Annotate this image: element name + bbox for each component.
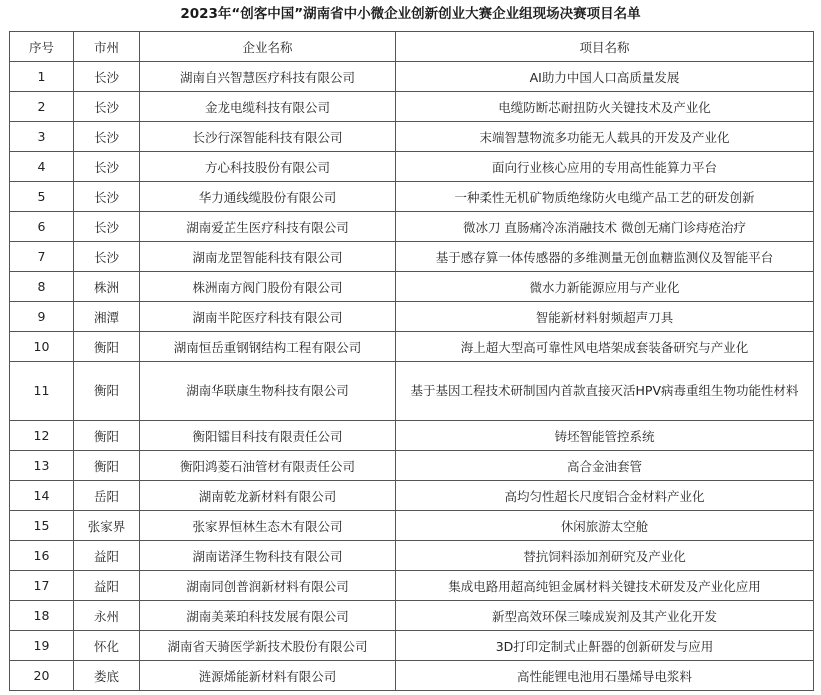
cell-index: 4 bbox=[10, 152, 74, 182]
cell-project: 基于感存算一体传感器的多维测量无创血糖监测仪及智能平台 bbox=[396, 242, 814, 272]
cell-city: 衡阳 bbox=[74, 332, 140, 362]
cell-city: 衡阳 bbox=[74, 421, 140, 451]
cell-project: 高合金油套管 bbox=[396, 451, 814, 481]
header-company: 企业名称 bbox=[140, 32, 396, 62]
table-row bbox=[10, 661, 814, 691]
cell-index: 14 bbox=[10, 481, 74, 511]
cell-project: 休闲旅游太空舱 bbox=[396, 511, 814, 541]
table-row bbox=[10, 421, 814, 451]
cell-company: 湖南同创普润新材料有限公司 bbox=[140, 571, 396, 601]
cell-city: 长沙 bbox=[74, 242, 140, 272]
cell-company: 湖南诺泽生物科技有限公司 bbox=[140, 541, 396, 571]
table-row bbox=[10, 152, 814, 182]
table-row bbox=[10, 362, 814, 421]
cell-project: 新型高效环保三嗪成炭剂及其产业化开发 bbox=[396, 601, 814, 631]
cell-city: 岳阳 bbox=[74, 481, 140, 511]
cell-index: 1 bbox=[10, 62, 74, 92]
cell-city: 株洲 bbox=[74, 272, 140, 302]
cell-index: 17 bbox=[10, 571, 74, 601]
cell-city: 张家界 bbox=[74, 511, 140, 541]
cell-project: 智能新材料射频超声刀具 bbox=[396, 302, 814, 332]
cell-project: 基于基因工程技术研制国内首款直接灭活HPV病毒重组生物功能性材料 bbox=[396, 362, 814, 421]
cell-city: 永州 bbox=[74, 601, 140, 631]
cell-city: 长沙 bbox=[74, 92, 140, 122]
cell-index: 18 bbox=[10, 601, 74, 631]
cell-city: 长沙 bbox=[74, 152, 140, 182]
cell-company: 湖南半陀医疗科技有限公司 bbox=[140, 302, 396, 332]
cell-project: 高性能锂电池用石墨烯导电浆料 bbox=[396, 661, 814, 691]
cell-index: 3 bbox=[10, 122, 74, 152]
cell-company: 方心科技股份有限公司 bbox=[140, 152, 396, 182]
cell-company: 涟源烯能新材料有限公司 bbox=[140, 661, 396, 691]
cell-project: 微冰刀 直肠痛冷冻消融技术 微创无痛门诊痔疮治疗 bbox=[396, 212, 814, 242]
cell-company: 湖南美莱珀科技发展有限公司 bbox=[140, 601, 396, 631]
cell-company: 湖南自兴智慧医疗科技有限公司 bbox=[140, 62, 396, 92]
project-table bbox=[9, 31, 814, 691]
cell-index: 7 bbox=[10, 242, 74, 272]
cell-index: 9 bbox=[10, 302, 74, 332]
header-city: 市州 bbox=[74, 32, 140, 62]
table-row bbox=[10, 272, 814, 302]
table-row bbox=[10, 332, 814, 362]
cell-project: 末端智慧物流多功能无人载具的开发及产业化 bbox=[396, 122, 814, 152]
cell-city: 长沙 bbox=[74, 182, 140, 212]
table-row bbox=[10, 601, 814, 631]
cell-project: AI助力中国人口高质量发展 bbox=[396, 62, 814, 92]
table-row bbox=[10, 122, 814, 152]
cell-company: 湖南龙罡智能科技有限公司 bbox=[140, 242, 396, 272]
cell-company: 华力通线缆股份有限公司 bbox=[140, 182, 396, 212]
table-row bbox=[10, 481, 814, 511]
cell-index: 11 bbox=[10, 362, 74, 421]
table-row bbox=[10, 182, 814, 212]
cell-city: 湘潭 bbox=[74, 302, 140, 332]
cell-city: 娄底 bbox=[74, 661, 140, 691]
table-row bbox=[10, 541, 814, 571]
cell-project: 替抗饲料添加剂研究及产业化 bbox=[396, 541, 814, 571]
header-project: 项目名称 bbox=[396, 32, 814, 62]
cell-city: 衡阳 bbox=[74, 362, 140, 421]
cell-index: 8 bbox=[10, 272, 74, 302]
cell-index: 19 bbox=[10, 631, 74, 661]
cell-index: 13 bbox=[10, 451, 74, 481]
cell-company: 湖南华联康生物科技有限公司 bbox=[140, 362, 396, 421]
cell-company: 长沙行深智能科技有限公司 bbox=[140, 122, 396, 152]
cell-city: 长沙 bbox=[74, 122, 140, 152]
cell-project: 高均匀性超长尺度铝合金材料产业化 bbox=[396, 481, 814, 511]
table-row bbox=[10, 212, 814, 242]
cell-city: 长沙 bbox=[74, 62, 140, 92]
cell-project: 铸坯智能管控系统 bbox=[396, 421, 814, 451]
cell-index: 5 bbox=[10, 182, 74, 212]
cell-project: 3D打印定制式止鼾器的创新研发与应用 bbox=[396, 631, 814, 661]
cell-company: 株洲南方阀门股份有限公司 bbox=[140, 272, 396, 302]
table-row bbox=[10, 302, 814, 332]
table-row bbox=[10, 451, 814, 481]
cell-project: 一种柔性无机矿物质绝缘防火电缆产品工艺的研发创新 bbox=[396, 182, 814, 212]
cell-company: 湖南省天骑医学新技术股份有限公司 bbox=[140, 631, 396, 661]
cell-company: 湖南恒岳重钢钢结构工程有限公司 bbox=[140, 332, 396, 362]
table-body bbox=[10, 62, 814, 691]
header-index: 序号 bbox=[10, 32, 74, 62]
table-row bbox=[10, 571, 814, 601]
cell-index: 2 bbox=[10, 92, 74, 122]
table-row bbox=[10, 242, 814, 272]
cell-city: 长沙 bbox=[74, 212, 140, 242]
table-row bbox=[10, 92, 814, 122]
cell-company: 湖南乾龙新材料有限公司 bbox=[140, 481, 396, 511]
cell-city: 益阳 bbox=[74, 541, 140, 571]
cell-project: 海上超大型高可靠性风电塔架成套装备研究与产业化 bbox=[396, 332, 814, 362]
table-row bbox=[10, 511, 814, 541]
table-row bbox=[10, 631, 814, 661]
cell-company: 衡阳镭目科技有限责任公司 bbox=[140, 421, 396, 451]
table-row bbox=[10, 62, 814, 92]
page-title: 2023年“创客中国”湖南省中小微企业创新创业大赛企业组现场决赛项目名单 bbox=[180, 6, 641, 22]
cell-index: 15 bbox=[10, 511, 74, 541]
cell-index: 16 bbox=[10, 541, 74, 571]
cell-city: 怀化 bbox=[74, 631, 140, 661]
table-header-row bbox=[10, 32, 814, 62]
cell-project: 微水力新能源应用与产业化 bbox=[396, 272, 814, 302]
cell-city: 衡阳 bbox=[74, 451, 140, 481]
cell-project: 面向行业核心应用的专用高性能算力平台 bbox=[396, 152, 814, 182]
cell-city: 益阳 bbox=[74, 571, 140, 601]
cell-project: 电缆防断芯耐扭防火关键技术及产业化 bbox=[396, 92, 814, 122]
cell-index: 20 bbox=[10, 661, 74, 691]
cell-company: 张家界恒林生态木有限公司 bbox=[140, 511, 396, 541]
cell-company: 衡阳鸿菱石油管材有限责任公司 bbox=[140, 451, 396, 481]
cell-index: 6 bbox=[10, 212, 74, 242]
cell-project: 集成电路用超高纯钽金属材料关键技术研发及产业化应用 bbox=[396, 571, 814, 601]
cell-company: 湖南爱芷生医疗科技有限公司 bbox=[140, 212, 396, 242]
cell-index: 12 bbox=[10, 421, 74, 451]
cell-index: 10 bbox=[10, 332, 74, 362]
cell-company: 金龙电缆科技有限公司 bbox=[140, 92, 396, 122]
